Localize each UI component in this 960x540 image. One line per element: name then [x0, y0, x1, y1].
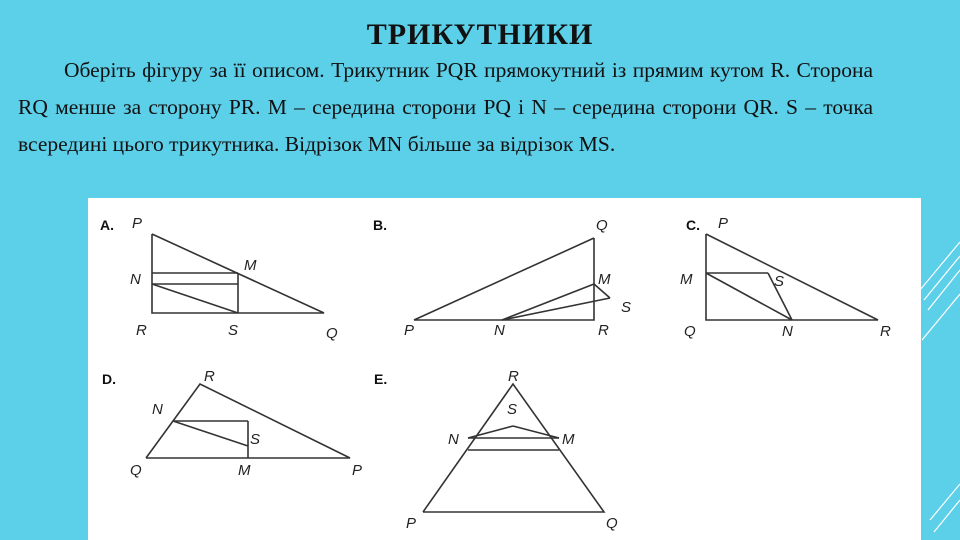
figures-panel	[88, 198, 921, 540]
label-d-q: Q	[130, 462, 142, 479]
label-a-q: Q	[326, 325, 338, 342]
label-e-s: S	[507, 401, 518, 418]
label-a-r: R	[136, 322, 147, 339]
label-e-r: R	[508, 368, 519, 385]
label-d-m: M	[238, 462, 251, 479]
label-c-m: M	[680, 271, 693, 288]
task-description: Оберіть фігуру за її описом. Трикутник PQR прямокутний із прямим кутом R. Сторона RQ менше за сторону PR. M – середина сторони PQ і N – середина сторони QR. S – точка всередині цього трикутника. Відрізок MN більше за відрізок MS.	[18, 58, 873, 156]
label-d-p: P	[352, 462, 363, 479]
label-d-s: S	[250, 431, 261, 448]
label-c-q: Q	[684, 323, 696, 340]
label-b-m: M	[598, 271, 611, 288]
triangle-c-figure	[706, 234, 878, 320]
label-c-p: P	[718, 215, 729, 232]
option-b-letter: B.	[373, 217, 387, 233]
label-e-m: M	[562, 431, 575, 448]
option-d[interactable]	[102, 368, 362, 479]
option-d-letter: D.	[102, 371, 116, 387]
label-e-p: P	[406, 515, 417, 532]
label-a-p: P	[132, 215, 143, 232]
label-b-n: N	[494, 322, 505, 339]
option-b[interactable]	[373, 217, 631, 339]
label-e-n: N	[448, 431, 459, 448]
label-b-s: S	[621, 299, 632, 316]
label-c-s: S	[774, 273, 785, 290]
label-a-m: M	[244, 257, 257, 274]
label-a-s: S	[228, 322, 239, 339]
page-title: ТРИКУТНИКИ	[366, 18, 594, 51]
label-c-r: R	[880, 323, 891, 340]
option-a[interactable]	[100, 215, 338, 342]
label-a-n: N	[130, 271, 141, 288]
triangle-d-figure	[146, 384, 350, 458]
decorative-lines	[920, 220, 960, 540]
label-d-r: R	[204, 368, 215, 385]
label-b-q: Q	[596, 217, 608, 234]
label-c-n: N	[782, 323, 793, 340]
label-b-p: P	[404, 322, 415, 339]
triangle-b-figure	[414, 238, 610, 320]
label-d-n: N	[152, 401, 163, 418]
label-b-r: R	[598, 322, 609, 339]
option-c[interactable]	[680, 215, 891, 340]
triangle-a-figure	[152, 234, 324, 313]
option-a-letter: A.	[100, 217, 114, 233]
option-c-letter: C.	[686, 217, 700, 233]
option-e-letter: E.	[374, 371, 388, 387]
option-e[interactable]	[374, 368, 618, 532]
label-e-q: Q	[606, 515, 618, 532]
